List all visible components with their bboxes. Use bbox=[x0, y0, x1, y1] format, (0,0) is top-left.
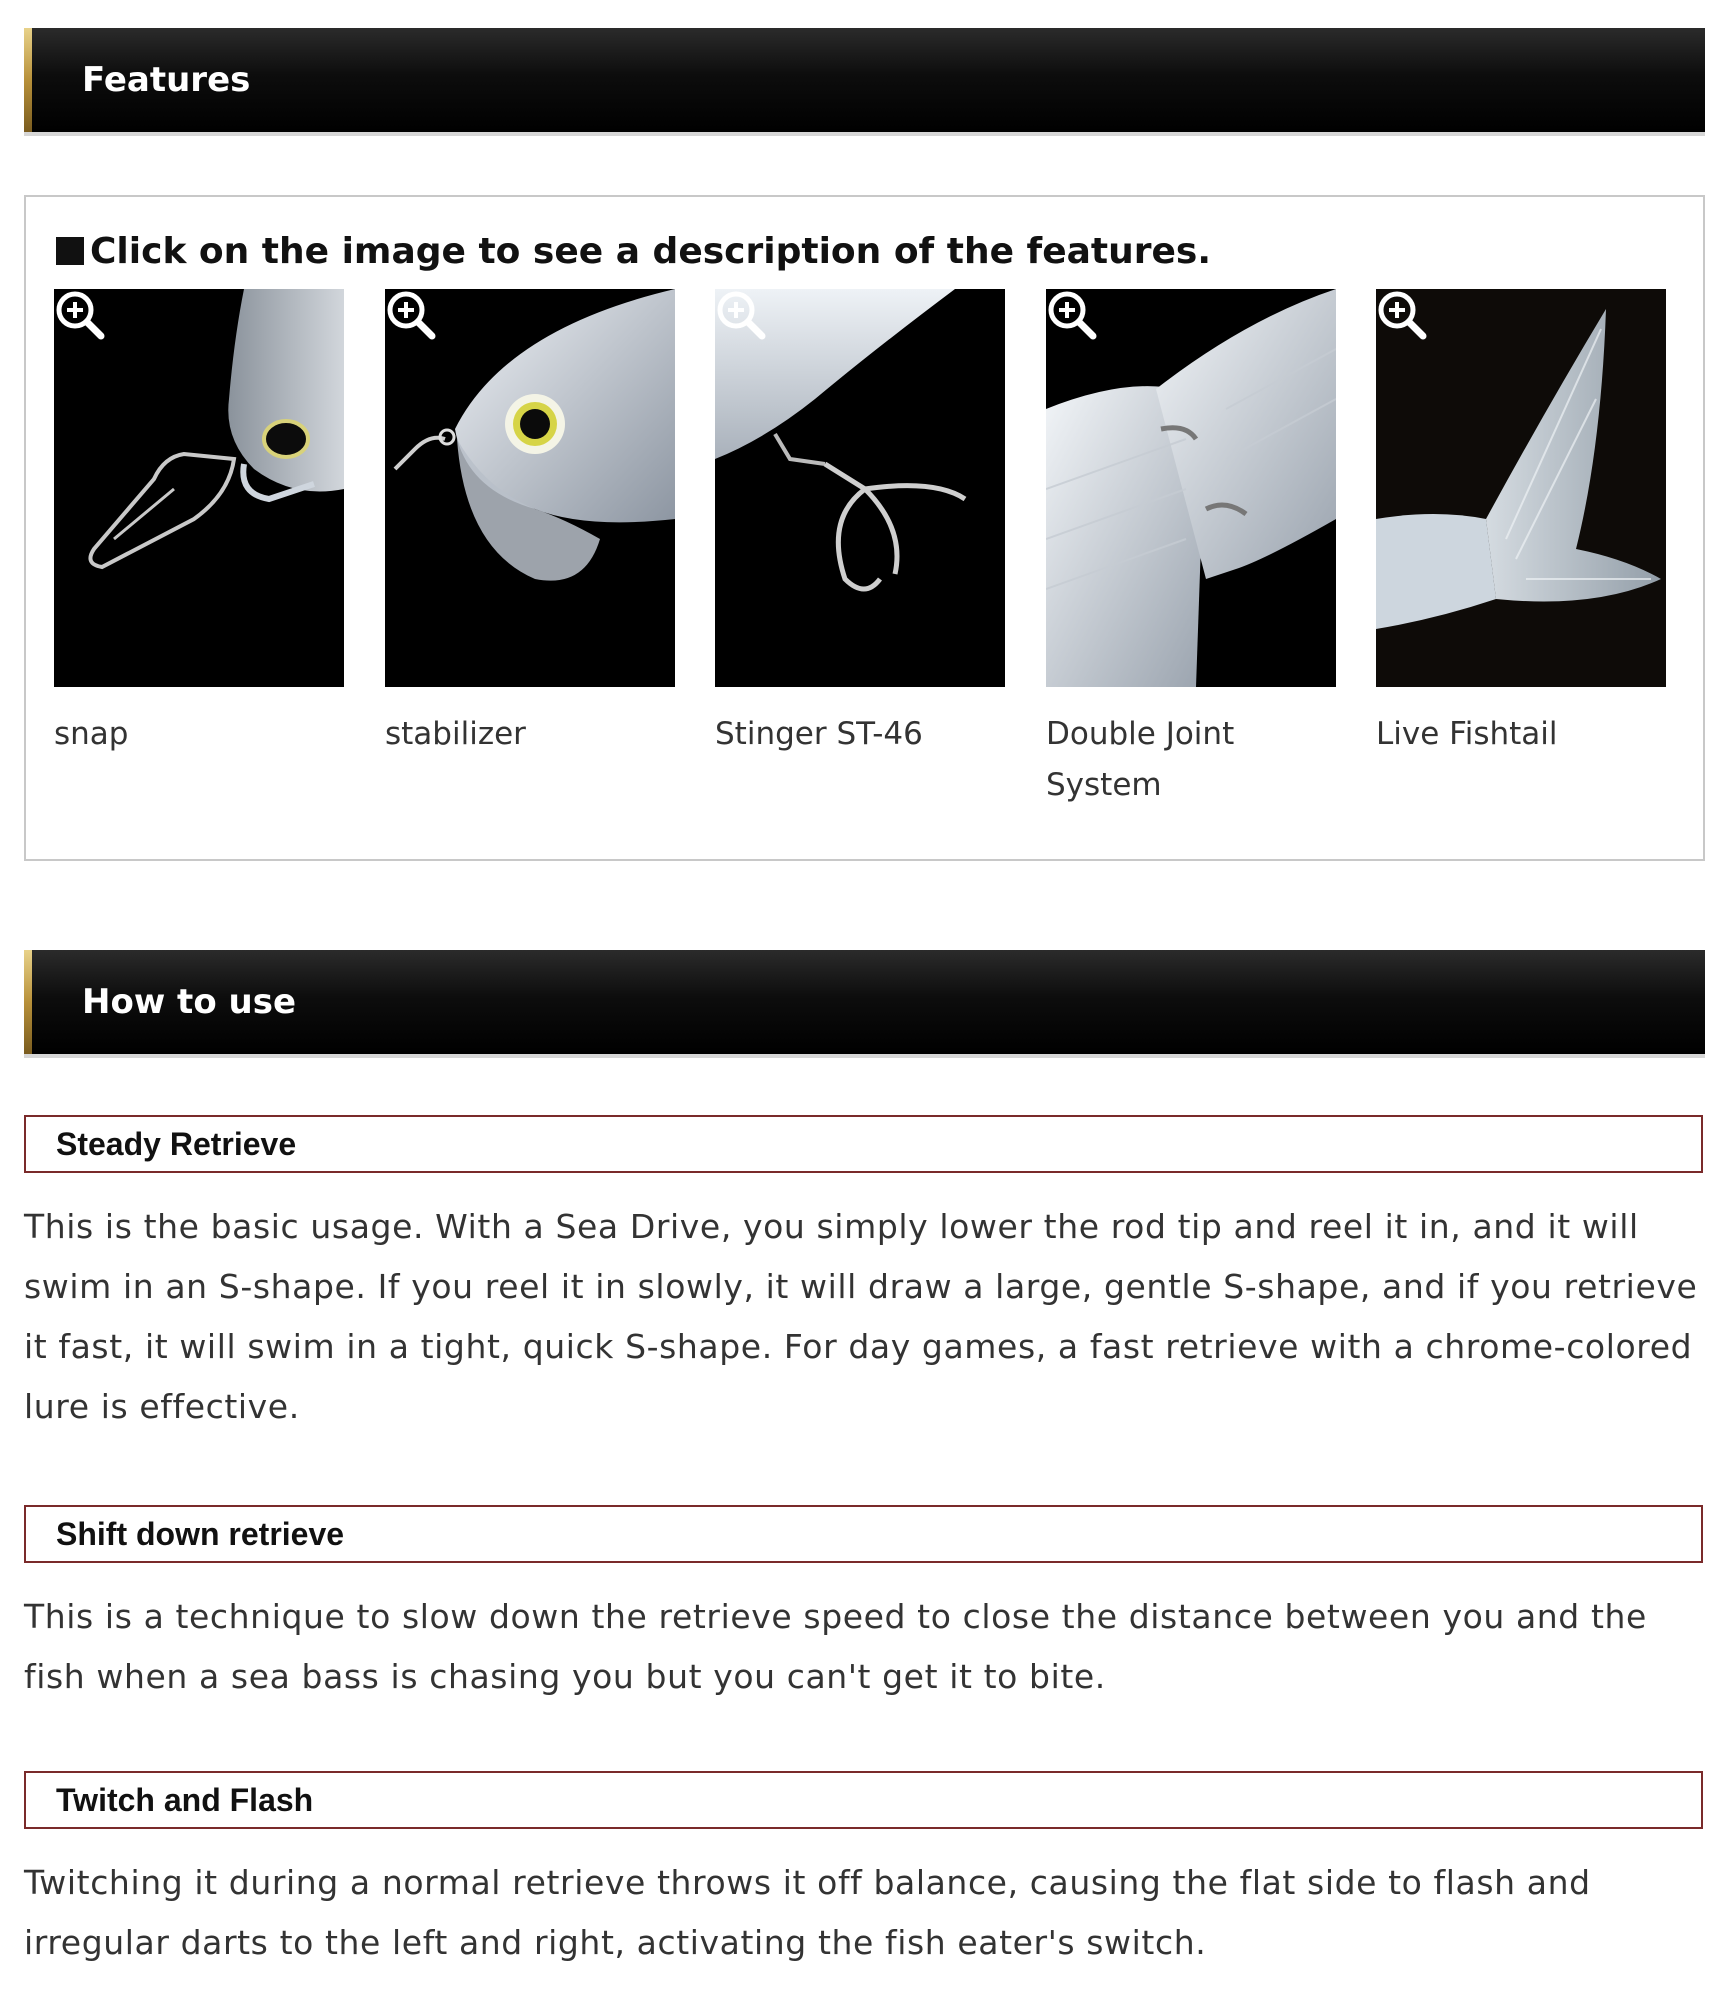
features-title: Features bbox=[82, 60, 251, 100]
method-description: This is the basic usage. With a Sea Drive, you simply lower the rod tip and reel it in, and it will swim in an S-shape. If you reel it in slowly, it will draw a large, gentle S-shape, and if you retrieve it fast, it will swim in a tight, quick S-shape. For day games, a fast retrieve with a chrome-colored lure is effective. bbox=[24, 1207, 1698, 1426]
feature-stabilizer[interactable] bbox=[385, 289, 675, 760]
square-bullet-icon bbox=[56, 237, 84, 265]
feature-image-double-joint[interactable] bbox=[1046, 289, 1336, 687]
feature-caption: Double Joint System bbox=[1046, 716, 1235, 803]
instruction-text: Click on the image to see a description of the features. bbox=[90, 231, 1212, 272]
feature-caption: Live Fishtail bbox=[1376, 716, 1558, 752]
feature-caption: stabilizer bbox=[385, 716, 526, 752]
zoom-in-icon[interactable] bbox=[1046, 289, 1098, 341]
feature-snap[interactable] bbox=[54, 289, 344, 760]
feature-stinger[interactable] bbox=[715, 289, 1005, 760]
feature-image-stabilizer[interactable] bbox=[385, 289, 675, 687]
features-panel bbox=[24, 195, 1705, 861]
feature-caption: snap bbox=[54, 716, 129, 752]
method-shift-down-retrieve bbox=[24, 1505, 1703, 1707]
features-instruction bbox=[56, 231, 1211, 272]
zoom-in-icon[interactable] bbox=[385, 289, 437, 341]
method-heading: Shift down retrieve bbox=[24, 1505, 1703, 1563]
method-heading: Steady Retrieve bbox=[24, 1115, 1703, 1173]
feature-image-snap[interactable] bbox=[54, 289, 344, 687]
feature-live-fishtail[interactable] bbox=[1376, 289, 1666, 760]
feature-image-live-fishtail[interactable] bbox=[1376, 289, 1666, 687]
zoom-in-icon[interactable] bbox=[54, 289, 106, 341]
features-section-header bbox=[24, 28, 1705, 132]
howto-title: How to use bbox=[82, 982, 297, 1022]
method-steady-retrieve bbox=[24, 1115, 1703, 1437]
feature-double-joint[interactable] bbox=[1046, 289, 1336, 811]
method-description: Twitching it during a normal retrieve throws it off balance, causing the flat side to flash and irregular darts to the left and right, activating the fish eater's switch. bbox=[24, 1863, 1591, 1962]
method-twitch-and-flash bbox=[24, 1771, 1703, 1973]
zoom-in-icon[interactable] bbox=[715, 289, 767, 341]
method-heading: Twitch and Flash bbox=[24, 1771, 1703, 1829]
method-description: This is a technique to slow down the retrieve speed to close the distance between you and the fish when a sea bass is chasing you but you can't get it to bite. bbox=[24, 1597, 1647, 1696]
zoom-in-icon[interactable] bbox=[1376, 289, 1428, 341]
howto-section-header bbox=[24, 950, 1705, 1054]
feature-image-stinger[interactable] bbox=[715, 289, 1005, 687]
feature-caption: Stinger ST-46 bbox=[715, 716, 923, 752]
